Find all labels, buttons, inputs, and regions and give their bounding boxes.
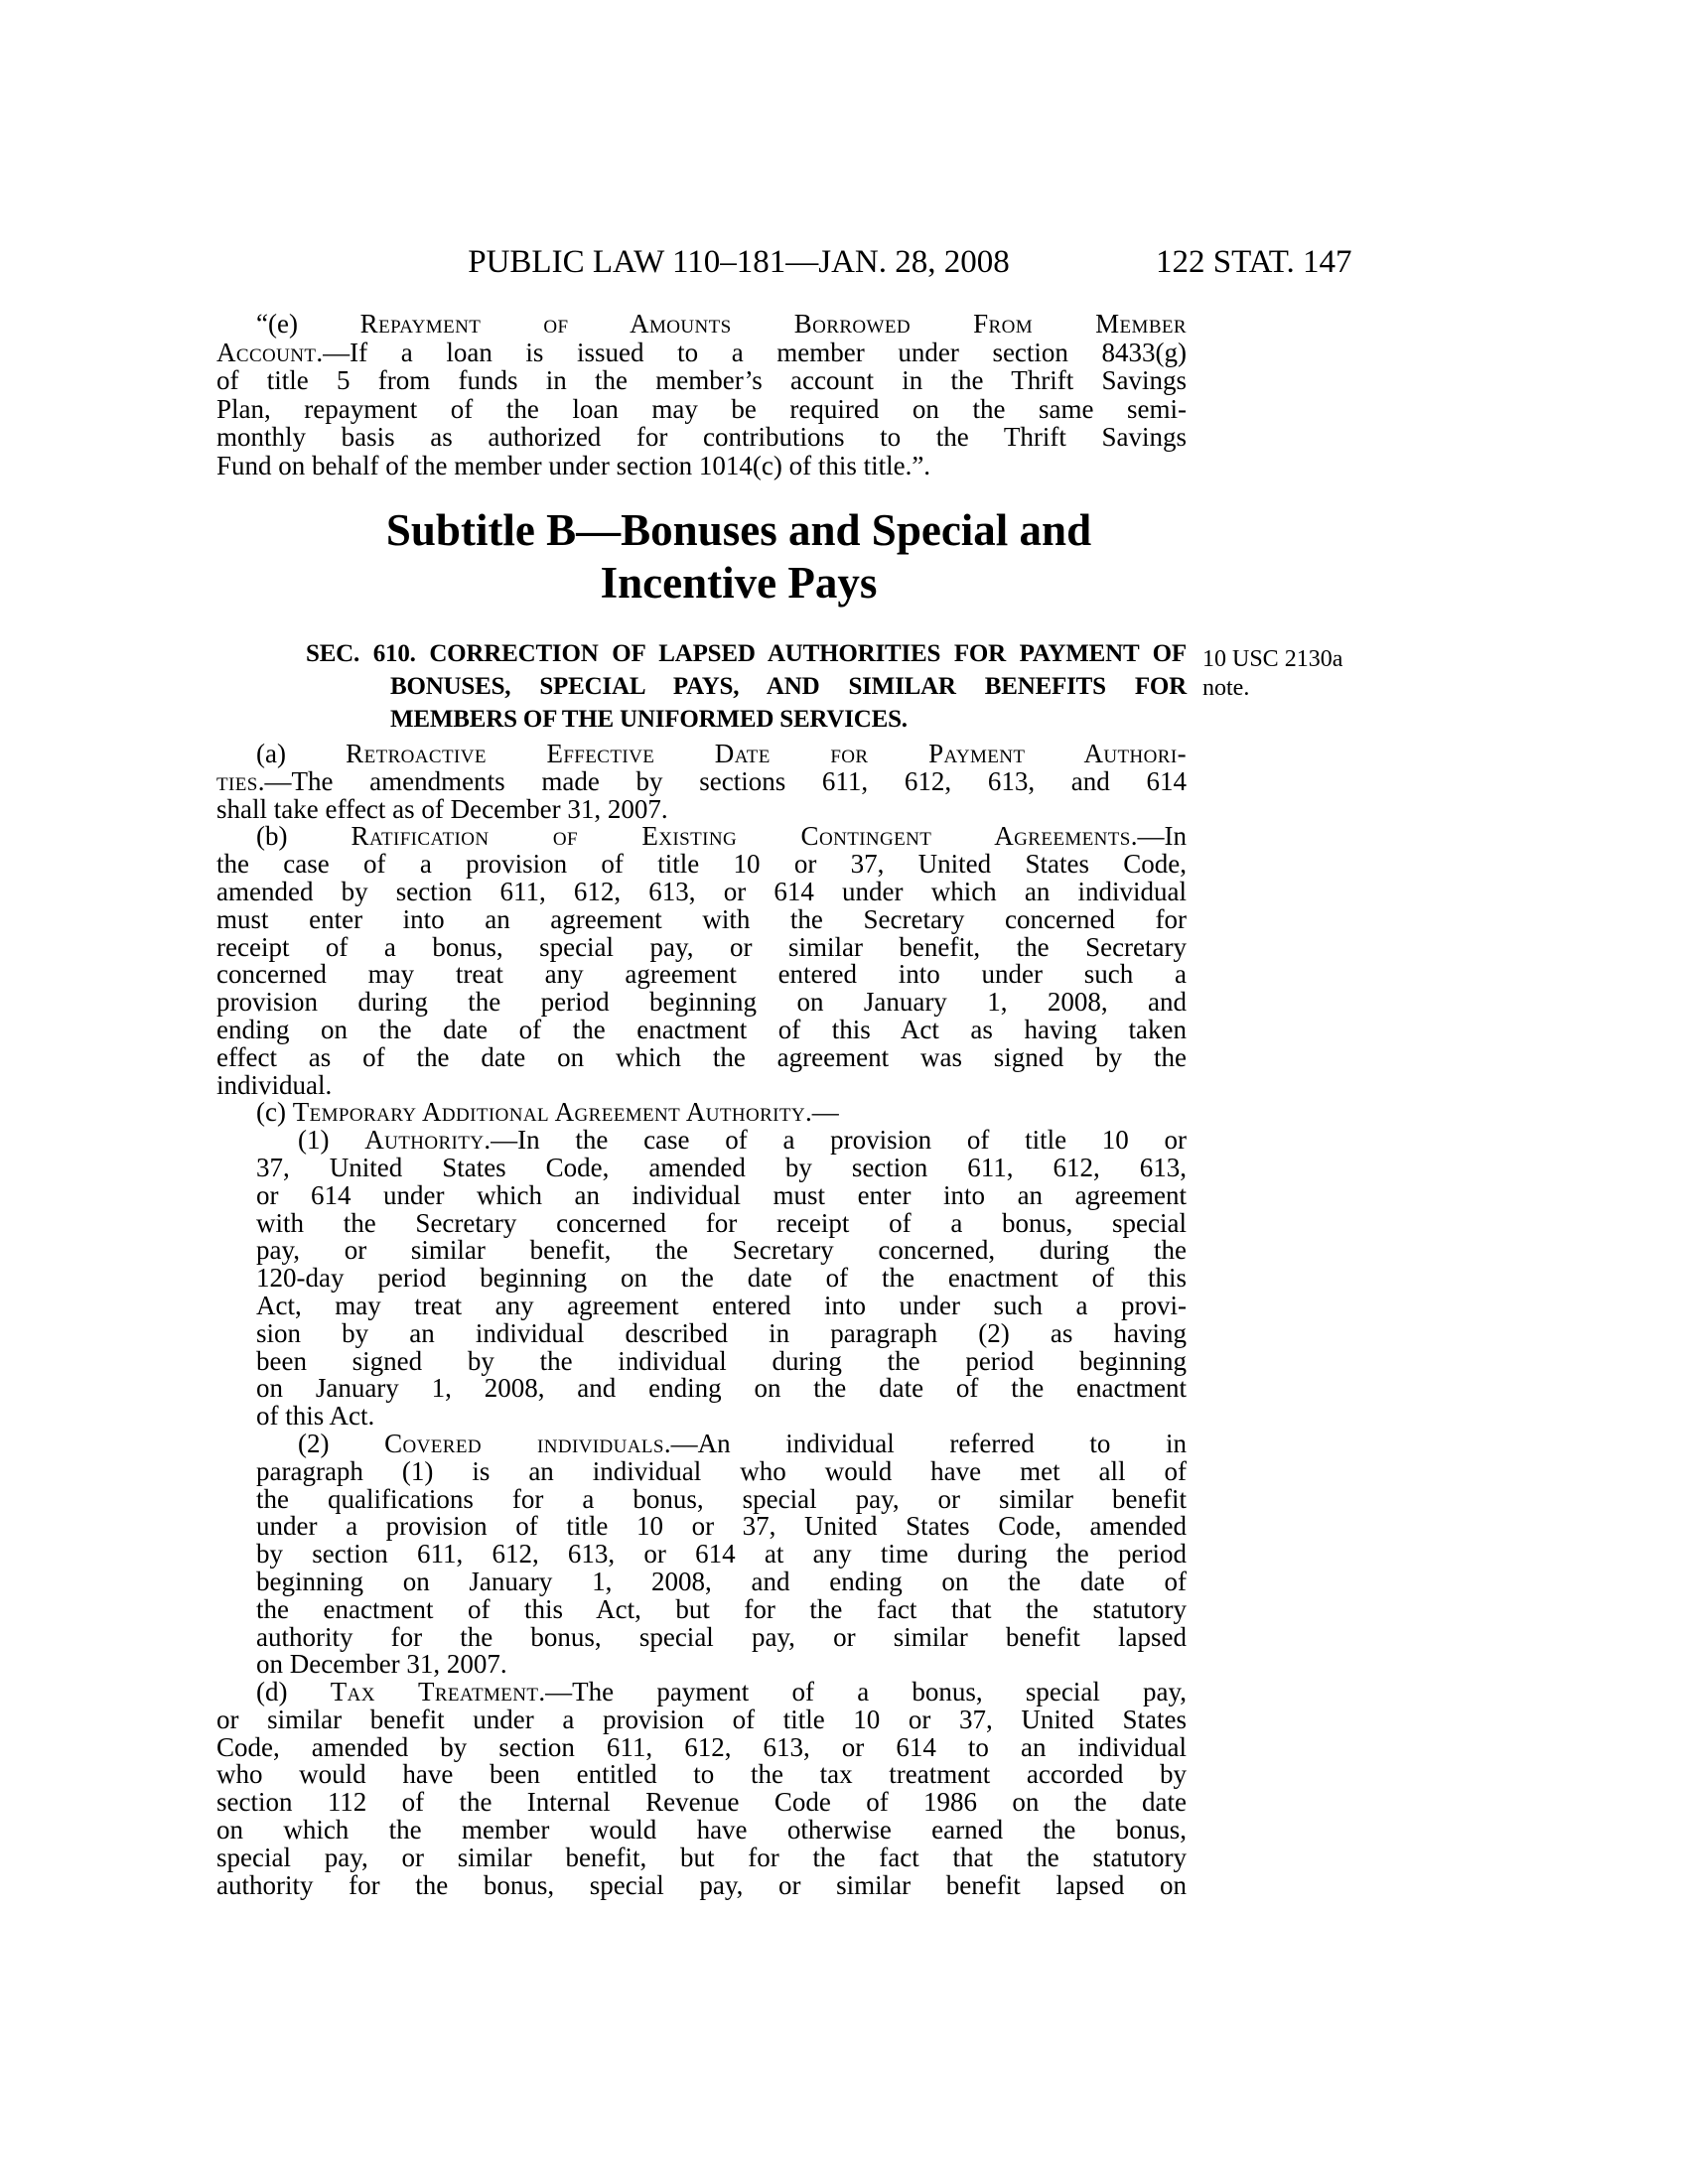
stat-citation: 122 STAT. 147 [1156,244,1352,280]
text-line: (a) Retroactive Effective Date for Payment Authori- [256,739,1187,768]
subsection-a [216,741,1187,823]
text-line: on January 1, 2008, and ending on the date of the enactment [256,1373,1187,1404]
text-line: monthly basis as authorized for contributions to the Thrift Savings [216,422,1187,452]
text-line: by section 611, 612, 613, or 614 at any time during the period [256,1539,1187,1570]
text-line: special pay, or similar benefit, but for the fact that the statutory [216,1842,1187,1872]
margin-note-line-1: 10 USC 2130a [1202,646,1343,672]
text-line: “(e) Repayment of Amounts Borrowed From Member [256,309,1187,339]
paragraph-c-1 [216,1127,1187,1431]
text-line: pay, or similar benefit, the Secretary concerned, during the [256,1235,1187,1266]
text-line: the qualifications for a bonus, special pay, or similar benefit [256,1483,1187,1514]
running-head [216,244,1261,280]
subsection-d [216,1679,1187,1899]
text-line: under a provision of title 10 or 37, United States Code, amended [256,1511,1187,1542]
text-line: Fund on behalf of the member under section 1014(c) of this title.”. [216,450,931,480]
text-line: with the Secretary concerned for receipt of a bonus, special [256,1207,1187,1238]
subtitle-heading-line-2: Incentive Pays [600,558,878,608]
text-line: Act, may treat any agreement entered into under such a provi- [256,1290,1187,1320]
text-line: of title 5 from funds in the member’s account in the Thrift Savings [216,365,1187,395]
text-line: who would have been entitled to the tax treatment accorded by [216,1759,1187,1790]
text-line: paragraph (1) is an individual who would have met all of [256,1455,1187,1486]
text-line: (2) Covered individuals.—An individual referred to in [298,1428,1188,1458]
text-line: MEMBERS OF THE UNIFORMED SERVICES. [390,706,908,733]
subsection-c [216,1099,1187,1127]
text-line: shall take effect as of December 31, 2007. [216,793,668,824]
text-line: receipt of a bonus, special pay, or similar benefit, the Secretary [216,931,1187,962]
page-title: PUBLIC LAW 110–181—JAN. 28, 2008 [468,244,1010,280]
subtitle-heading-line-1: Subtitle B—Bonuses and Special and [385,505,1092,555]
text-line: Account.—If a loan is issued to a member under section 8433(g) [216,337,1187,367]
text-line: section 112 of the Internal Revenue Code of 1986 on the date [216,1787,1187,1818]
quoted-subsection-e [216,310,1187,479]
text-line: Code, amended by section 611, 612, 613, or 614 to an individual [216,1731,1187,1762]
text-line: beginning on January 1, 2008, and ending on the date of [256,1566,1187,1596]
text-line: on which the member would have otherwise earned the bonus, [216,1815,1187,1845]
text-line: sion by an individual described in paragraph (2) as having [256,1317,1187,1348]
text-line: 37, United States Code, amended by section 611, 612, 613, [256,1152,1187,1182]
text-line: ties.—The amendments made by sections 611, 612, 613, and 614 [216,765,1187,796]
text-line: on December 31, 2007. [256,1649,507,1680]
text-line: (1) Authority.—In the case of a provision of title 10 or [298,1125,1187,1156]
text-line: or 614 under which an individual must enter into an agreement [256,1179,1187,1210]
text-line: or similar benefit under a provision of title 10 or 37, United States [216,1704,1187,1734]
paragraph-c-2 [216,1428,1188,1680]
text-line: authority for the bonus, special pay, or similar benefit lapsed [256,1621,1187,1652]
margin-note [1202,645,1376,703]
text-line: Plan, repayment of the loan may be required on the same semi- [216,393,1187,424]
text-line: concerned may treat any agreement entered into under such a [216,959,1187,990]
text-line: the enactment of this Act, but for the fact that the statutory [256,1593,1187,1624]
body-text [216,741,1187,1899]
text-line: must enter into an agreement with the Secretary concerned for [216,903,1187,934]
subsection-b [216,823,1187,1099]
text-line: effect as of the date on which the agreement was signed by the [216,1041,1187,1072]
text-line: (d) Tax Treatment.—The payment of a bonus, special pay, [256,1677,1188,1707]
text-line: the case of a provision of title 10 or 37, United States Code, [216,849,1187,880]
text-line: authority for the bonus, special pay, or similar benefit lapsed on [216,1869,1187,1900]
section-610-heading [216,637,1187,736]
text-line: (b) Ratification of Existing Contingent Agreements.—In [256,821,1187,852]
text-line: of this Act. [256,1401,375,1432]
text-line: been signed by the individual during the period beginning [256,1345,1187,1376]
text-line: amended by section 611, 612, 613, or 614 under which an individual [216,876,1187,906]
text-line: 120-day period beginning on the date of the enactment of this [256,1263,1187,1294]
text-line: SEC. 610. CORRECTION OF LAPSED AUTHORITIES FOR PAYMENT OF [306,640,1187,667]
margin-note-line-2: note. [1202,675,1250,701]
text-line: ending on the date of the enactment of this Act as having taken [216,1014,1187,1044]
text-line: individual. [216,1069,333,1100]
text-line: BONUSES, SPECIAL PAYS, AND SIMILAR BENEFITS FOR [390,673,1187,700]
text-line: provision during the period beginning on January 1, 2008, and [216,987,1187,1018]
text-line: (c) Temporary Additional Agreement Authority.— [256,1097,839,1128]
subtitle-heading [216,504,1261,610]
